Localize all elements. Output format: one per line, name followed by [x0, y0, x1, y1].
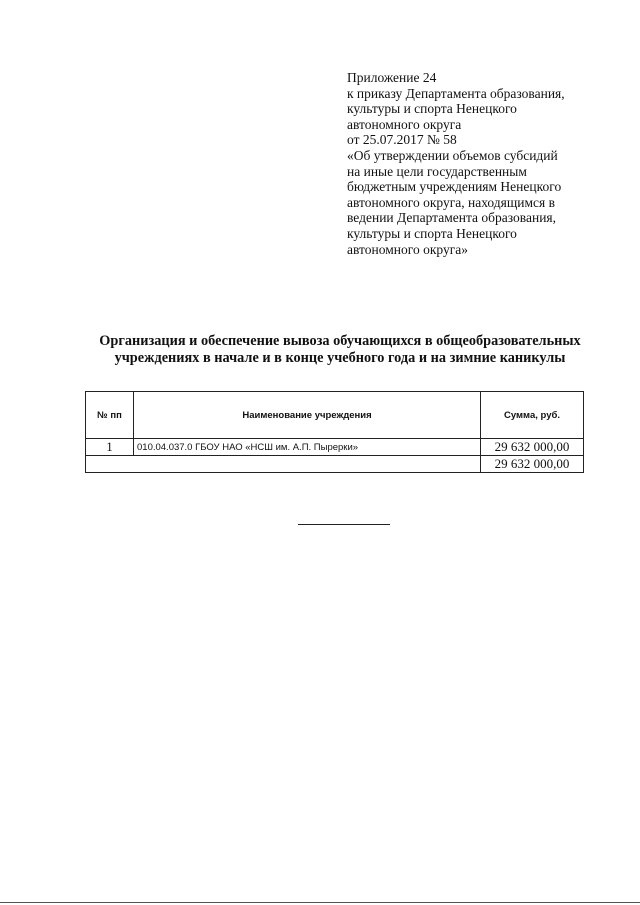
document-title: [40, 333, 640, 367]
page-bottom-edge: [0, 902, 640, 903]
appendix-line: «Об утверждении объемов субсидий: [347, 147, 558, 163]
row-sum: 29 632 000,00: [481, 439, 584, 456]
row-num: 1: [86, 439, 134, 456]
table-row: [86, 439, 584, 456]
appendix-line: к приказу Департамента образования,: [347, 85, 565, 101]
header-name: Наименование учреждения: [134, 392, 481, 439]
appendix-line: ведении Департамента образования,: [347, 210, 557, 226]
row-institution-name: 010.04.037.0 ГБОУ НАО «НСШ им. А.П. Пырерки»: [134, 439, 481, 456]
title-line-1: Организация и обеспечение вывоза обучающихся в общеобразовательных: [99, 333, 581, 349]
appendix-line: автономного округа»: [347, 241, 468, 257]
appendix-line: на иные цели государственным: [347, 163, 527, 179]
appendix-line: культуры и спорта Ненецкого: [347, 225, 517, 241]
header-sum: Сумма, руб.: [481, 392, 584, 439]
appendix-line: Приложение 24: [347, 70, 437, 85]
header-num: № пп: [86, 392, 134, 439]
appendix-line: автономного округа: [347, 116, 462, 132]
table-total-row: [86, 456, 584, 473]
total-sum: 29 632 000,00: [481, 456, 584, 473]
total-label-cell: [86, 456, 481, 473]
appendix-line: культуры и спорта Ненецкого: [347, 101, 517, 117]
title-line-2: учреждениях в начале и в конце учебного года и на зимние каникулы: [114, 350, 566, 366]
appendix-line: автономного округа, находящимся в: [347, 194, 555, 210]
appendix-line: от 25.07.2017 № 58: [347, 132, 457, 148]
appendix-block: [347, 70, 597, 257]
appendix-line: бюджетным учреждениям Ненецкого: [347, 179, 562, 195]
table-header-row: [86, 392, 584, 439]
subsidy-table: [85, 391, 584, 473]
closing-divider: [298, 524, 390, 525]
